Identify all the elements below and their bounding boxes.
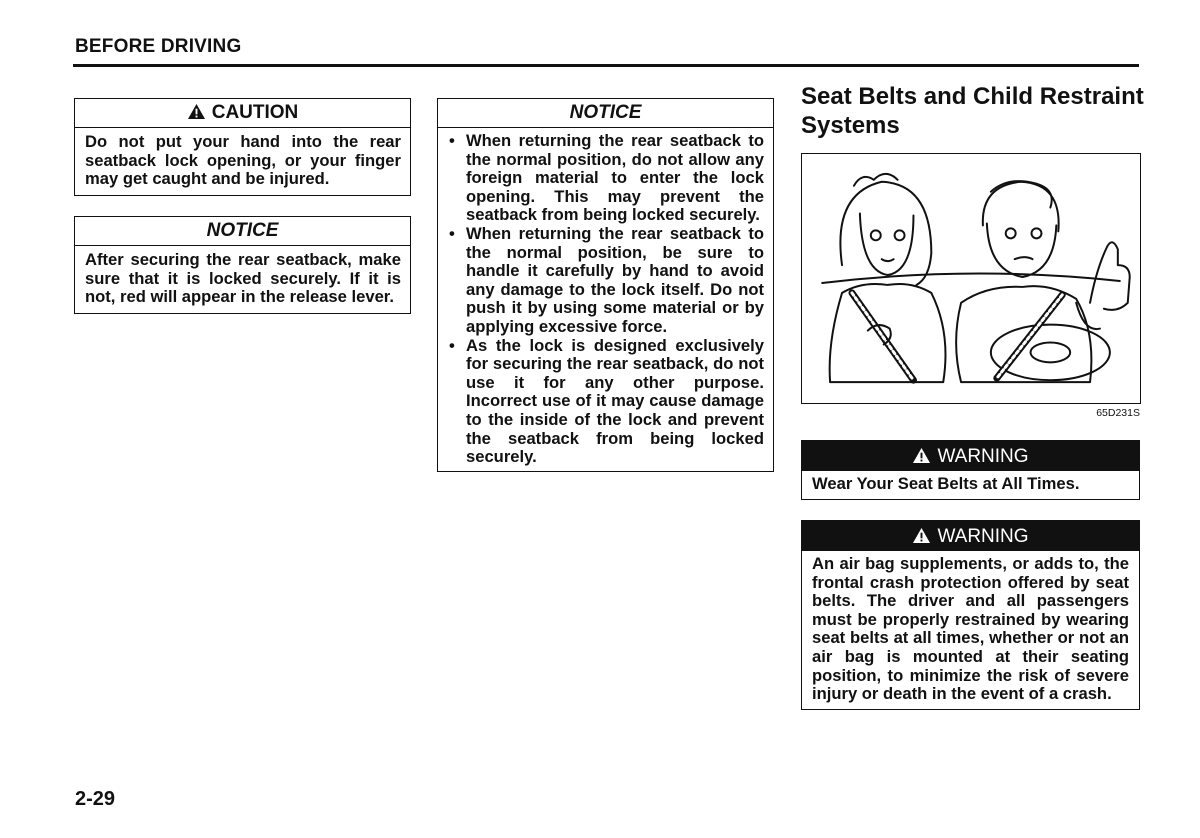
notice-list-item: • When returning the rear seatback to the normal position, be sure to handle it carefully by hand to avoid any damage to the lock itself. Do not push it by using some material or by applying excessive force.: [447, 225, 764, 337]
warning-text: An air bag supplements, or adds to, the frontal crash protection offered by seat belts. The driver and all passengers must be properly restrained by wearing seat belts at all times, whether or not an air bag is mounted at their seating position, to minimize the risk of severe injury or death in the event of a crash.: [812, 554, 1129, 704]
warning-header: [802, 441, 1139, 471]
figure-code: 65D231S: [1096, 407, 1140, 419]
notice-box-left: [74, 216, 411, 314]
notice-box-middle: [437, 98, 774, 472]
notice-text: After securing the rear seatback, make sure that it is locked securely. If it is not, red will appear in the release lever.: [85, 250, 401, 307]
page-number: 2-29: [75, 788, 116, 810]
header-rule: [73, 64, 1139, 67]
warning-text: Wear Your Seat Belts at All Times.: [812, 474, 1080, 493]
warning-title: WARNING: [937, 526, 1029, 547]
notice-list-item: • When returning the rear seatback to the normal position, do not allow any foreign material to enter the lock opening. This may prevent the seatback from being locked securely.: [447, 132, 764, 225]
warning-triangle-icon: [187, 103, 206, 120]
caution-header: [75, 99, 410, 128]
warning-triangle-icon: [912, 447, 931, 464]
notice-title: NOTICE: [75, 217, 410, 246]
notice-list: [438, 128, 773, 471]
running-header: BEFORE DRIVING: [75, 36, 242, 57]
notice-title: NOTICE: [438, 99, 773, 128]
caution-text: Do not put your hand into the rear seatback lock opening, or your finger may get caught and be injured.: [85, 132, 401, 189]
caution-title: CAUTION: [211, 102, 299, 123]
warning-title: WARNING: [937, 446, 1029, 467]
section-title: Seat Belts and Child Restraint Systems: [801, 83, 1144, 139]
warning-header: [802, 521, 1139, 551]
belted-occupants-drawing: [802, 154, 1140, 403]
caution-box: [74, 98, 411, 196]
warning-triangle-icon: [912, 527, 931, 544]
warning-box-airbag: [801, 520, 1140, 710]
warning-box-seatbelts: [801, 440, 1140, 500]
notice-list-item: • As the lock is designed exclusively for securing the rear seatback, do not use it for any other purpose. Incorrect use of it may cause damage to the inside of the lock and prevent the seatback from being locked securely.: [447, 337, 764, 467]
seat-belt-illustration: [801, 153, 1141, 404]
